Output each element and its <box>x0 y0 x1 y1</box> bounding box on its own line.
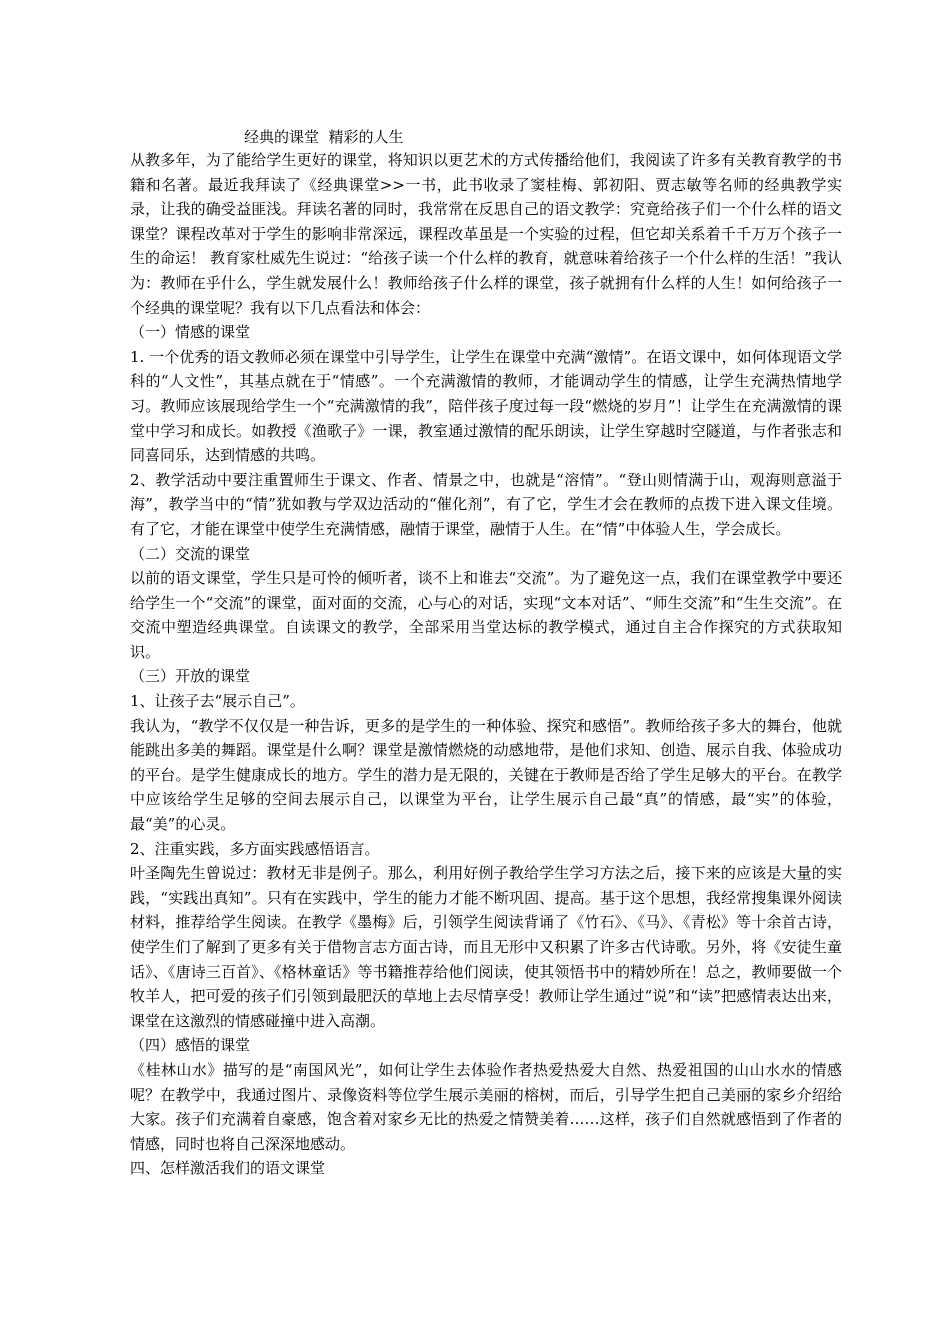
emotion-paragraph-2: 2、教学活动中要注重置师生于课文、作者、情景之中，也就是“溶情”。“登山则情满于山，观海则意溢于海”，教学当中的“情”犹如教与学双边活动的“催化剂”，有了它，学生才会在教师的点拨下进入课文佳境。有了它，才能在课堂中使学生充满情感，融情于课堂，融情于人生。在“情”中体验人生，学会成长。 <box>130 470 842 538</box>
subheading-practice: 2、注重实践，多方面实践感悟语言。 <box>130 839 380 858</box>
practice-paragraph: 叶圣陶先生曾说过：教材无非是例子。那么，利用好例子教给学生学习方法之后，接下来的应该是大量的实践，“实践出真知”。只有在实践中，学生的能力才能不断巩固、提高。基于这个思想，我经常搜集课外阅读材料，推荐给学生阅读。在教学《墨梅》后，引领学生阅读背诵了《竹石》、《马》、《青松》等十余首古诗，使学生们了解到了更多有关于借物言志方面古诗，而且无形中又积累了许多古代诗歌。另外，将《安徒生童话》、《唐诗三百首》、《格林童话》等书籍推荐给他们阅读，使其领悟书中的精妙所在！总之，教师要做一个牧羊人，把可爱的孩子们引领到最肥沃的草地上去尽情享受！教师让学生通过“说”和“读”把感情表达出来，课堂在这激烈的情感碰撞中进入高潮。 <box>130 864 842 1030</box>
section-heading-exchange: （二）交流的课堂 <box>130 544 251 563</box>
intro-paragraph: 从教多年，为了能给学生更好的课堂，将知识以更艺术的方式传播给他们，我阅读了许多有关教育教学的书籍和名著。最近我拜读了《经典课堂>>一书，此书收录了窦桂梅、郭初阳、贾志敏等名师的经典教学实录，让我的确受益匪浅。拜读名著的同时，我常常在反思自己的语文教学：究竟给孩子们一个什么样的语文课堂？课程改革对于学生的影响非常深远，课程改革虽是一个实验的过程，但它却关系着千千万万个孩子一生的命运！ 教育家杜威先生说过：“给孩子读一个什么样的教育，就意味着给孩子一个什么样的生活！”我认为：教师在乎什么，学生就发展什么！教师给孩子什么样的课堂，孩子就拥有什么样的人生！如何给孩子一个经典的课堂呢？我有以下几点看法和体会： <box>130 151 842 317</box>
document-body <box>130 148 842 1181</box>
perception-paragraph: 《桂林山水》描写的是“南国风光”，如何让学生去体验作者热爱热爱大自然、热爱祖国的山山水水的情感呢？在教学中，我通过图片、录像资料等位学生展示美丽的榕树，而后，引导学生把自己美丽的家乡介绍给大家。孩子们充满着自豪感，饱含着对家乡无比的热爱之情赞美着……这样，孩子们自然就感悟到了作者的情感，同时也将自己深深地感动。 <box>130 1060 842 1153</box>
document-title: 经典的课堂 精彩的人生 <box>244 128 404 146</box>
section-heading-perception: （四）感悟的课堂 <box>130 1036 251 1055</box>
show-yourself-paragraph: 我认为，“教学不仅仅是一种告诉，更多的是学生的一种体验、探究和感悟”。教师给孩子多大的舞台，他就能跳出多美的舞蹈。课堂是什么啊？课堂是激情燃烧的动感地带，是他们求知、创造、展示自我、体验成功的平台。是学生健康成长的地方。学生的潜力是无限的，关键在于教师是否给了学生足够大的平台。在教学中应该给学生足够的空间去展示自己，以课堂为平台，让学生展示自己最“真”的情感，最“实”的体验，最“美”的心灵。 <box>130 716 842 834</box>
section-heading-open: （三）开放的课堂 <box>130 667 251 686</box>
section-heading-emotion: （一）情感的课堂 <box>130 323 251 342</box>
document-page <box>130 126 842 1181</box>
subheading-show-yourself: 1、让孩子去“展示自己”。 <box>130 692 305 711</box>
exchange-paragraph: 以前的语文课堂，学生只是可怜的倾听者，谈不上和谁去“交流”。为了避免这一点，我们在课堂教学中要还给学生一个“交流”的课堂，面对面的交流，心与心的对话，实现“文本对话”、“师生交流”和“生生交流”。在交流中塑造经典课堂。自读课文的教学，全部采用当堂达标的教学模式，通过自主合作探究的方式获取知识。 <box>130 569 842 661</box>
section-heading-activate: 四、怎样激活我们的语文课堂 <box>130 1159 326 1178</box>
emotion-paragraph-1: 1. 一个优秀的语文教师必须在课堂中引导学生，让学生在课堂中充满“激情”。在语文课中，如何体现语文学科的“人文性”，其基点就在于“情感”。一个充满激情的教师，才能调动学生的情感，让学生充满热情地学习。教师应该展现给学生一个“充满激情的我”，陪伴孩子度过每一段“燃烧的岁月”！让学生在充满激情的课堂中学习和成长。如教授《渔歌子》一课，教室通过激情的配乐朗读，让学生穿越时空隧道，与作者张志和同喜同乐，达到情感的共鸣。 <box>130 347 842 465</box>
